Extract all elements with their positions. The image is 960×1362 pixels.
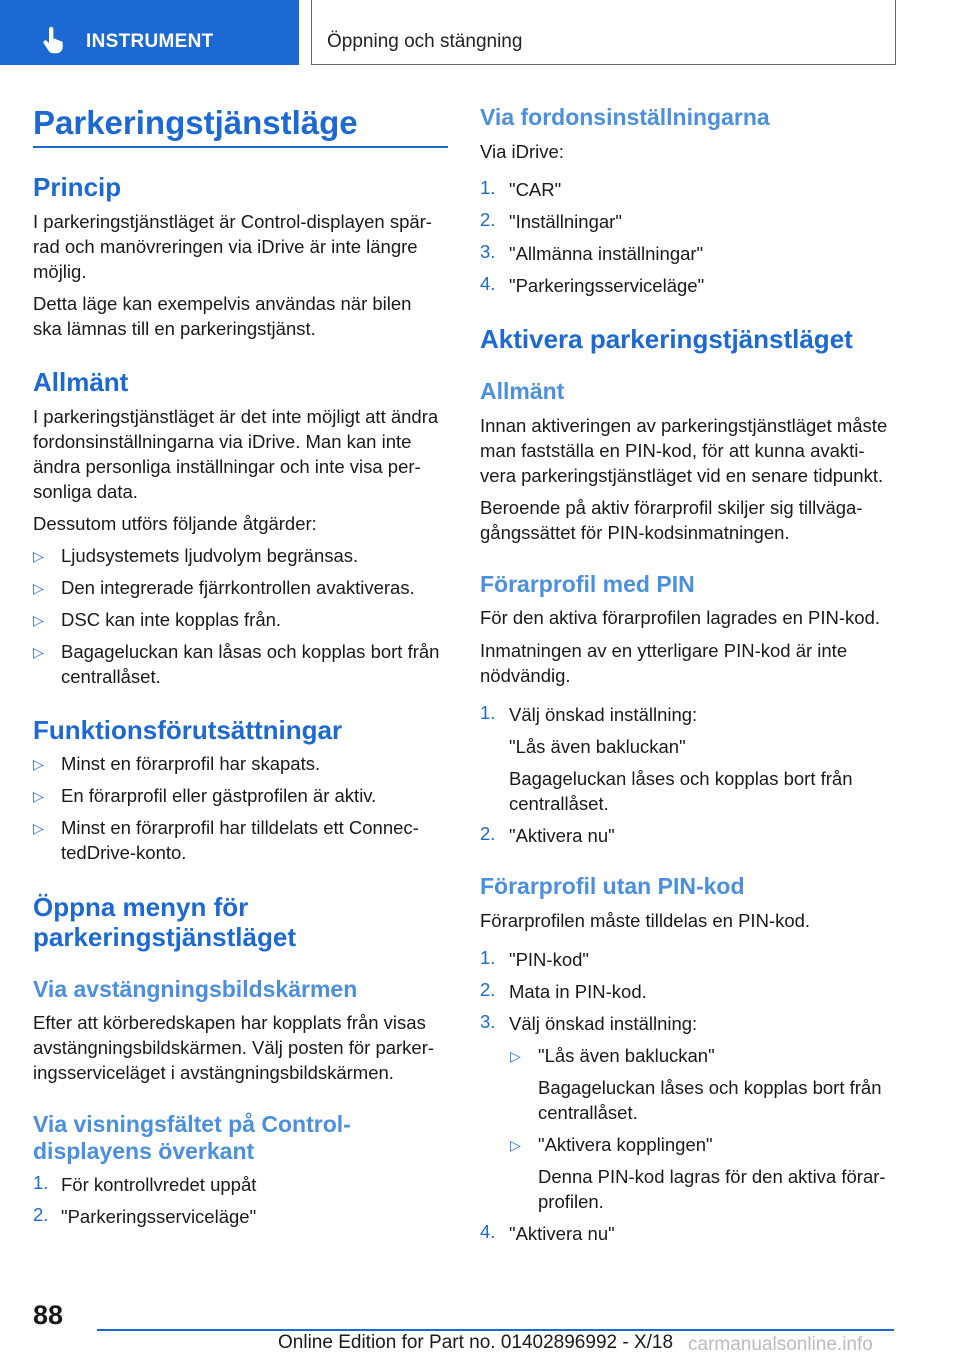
step-text: "Allmänna inställningar" (509, 243, 704, 264)
sub-option: "Lås även bakluckan" (538, 1045, 715, 1066)
princip-paragraph-1: I parkeringstjänstläget är Control-displayen spär- rad och manövreringen via iDrive är inte längre möjlig. (33, 211, 432, 282)
step-description: Bagageluckan låses och kopplas bort från centrallåset. (509, 768, 853, 814)
allmant-paragraph-1: I parkeringstjänstläget är det inte möjligt att ändra fordonsinställningarna via iDrive. Man kan inte ändra personliga inställningar och inte visa per- sonliga data. (33, 406, 439, 502)
section-title: Öppning och stängning (327, 31, 523, 52)
via-idrive-intro: Via iDrive: (480, 141, 564, 162)
allmant-paragraph-2: Dessutom utförs följande åtgärder: (33, 513, 317, 534)
heading-aktivera-parkeringstjanstlaget: Aktivera parkeringstjänstläget (480, 324, 853, 354)
via-avstangning-paragraph: Efter att körberedskapen har kopplats från visas avstängningsbildskärmen. Välj posten för parker- ingsserviceläget i avstängningsbildskärmen. (33, 1012, 435, 1083)
list-item: Minst en förarprofil har tilldelats ett Connec- tedDrive-konto. (61, 817, 419, 863)
chapter-tab-label: INSTRUMENT (86, 31, 214, 52)
step-number: 1. (480, 702, 496, 723)
step-number: 1. (33, 1172, 49, 1193)
sub-option-description: Bagageluckan låses och kopplas bort från centrallåset. (538, 1077, 882, 1123)
aktivera-allmant-paragraph-2: Beroende på aktiv förarprofil skiljer sig tillväga- gångssättet för PIN-kodsinmatningen. (480, 497, 863, 543)
step-text: "Inställningar" (509, 211, 622, 232)
heading-forarprofil-med-pin: Förarprofil med PIN (480, 571, 695, 597)
bullet-triangle-icon: ▷ (33, 580, 44, 596)
list-item: Minst en förarprofil har skapats. (61, 753, 321, 774)
heading-allmant: Allmänt (33, 367, 129, 397)
step-number: 1. (480, 177, 496, 198)
list-item: En förarprofil eller gästprofilen är aktiv. (61, 785, 377, 806)
step-number: 3. (480, 241, 496, 262)
touch-hand-icon (38, 26, 68, 56)
list-item: Bagageluckan kan låsas och kopplas bort från centrallåset. (61, 641, 440, 687)
step-number: 2. (33, 1204, 49, 1225)
bullet-triangle-icon: ▷ (33, 820, 44, 836)
section-header (311, 0, 896, 65)
sub-option: "Aktivera kopplingen" (538, 1134, 713, 1155)
step-text: "Parkeringsserviceläge" (509, 275, 705, 296)
heading-princip: Princip (33, 172, 122, 202)
step-number: 3. (480, 1011, 496, 1032)
step-number: 2. (480, 209, 496, 230)
step-text: "CAR" (509, 179, 562, 200)
bullet-triangle-icon: ▷ (33, 756, 44, 772)
list-item: Ljudsystemets ljudvolym begränsas. (61, 545, 359, 566)
heading-funktionsforutsattningar: Funktionsförutsättningar (33, 715, 343, 745)
bullet-triangle-icon: ▷ (33, 548, 44, 564)
med-pin-paragraph-2: Inmatningen av en ytterligare PIN-kod är inte nödvändig. (480, 640, 848, 686)
step-number: 1. (480, 947, 496, 968)
utan-pin-paragraph: Förarprofilen måste tilldelas en PIN-kod. (480, 910, 811, 931)
heading-oppna-menyn: Öppna menyn för parkeringstjänstläget (33, 892, 296, 952)
princip-paragraph-2: Detta läge kan exempelvis användas när bilen ska lämnas till en parkeringstjänst. (33, 293, 412, 339)
footer-edition: Online Edition for Part no. 01402896992 - X/18 (278, 1332, 674, 1353)
chapter-tab[interactable] (0, 0, 299, 65)
step-number: 4. (480, 273, 496, 294)
bullet-triangle-icon: ▷ (33, 612, 44, 628)
step-text: "Aktivera nu" (509, 1223, 615, 1244)
title-underline (33, 146, 448, 148)
watermark: carmanualsonline.info (688, 1334, 873, 1355)
bullet-triangle-icon: ▷ (33, 788, 44, 804)
sub-option-description: Denna PIN-kod lagras för den aktiva förar- profilen. (538, 1166, 886, 1212)
step-text: Mata in PIN-kod. (509, 981, 647, 1002)
bullet-triangle-icon: ▷ (33, 644, 44, 660)
med-pin-paragraph-1: För den aktiva förarprofilen lagrades en PIN-kod. (480, 607, 881, 628)
step-number: 2. (480, 823, 496, 844)
step-text: Välj önskad inställning: (509, 704, 698, 725)
step-text: "Parkeringsserviceläge" (61, 1206, 257, 1227)
page-number: 88 (33, 1300, 64, 1330)
heading-via-avstangningsbildskarmen: Via avstängningsbildskärmen (33, 976, 358, 1002)
aktivera-allmant-paragraph-1: Innan aktiveringen av parkeringstjänstläget måste man fastställa en PIN-kod, för att kunna avakti- vera parkeringstjänstläget vid en senare tidpunkt. (480, 415, 888, 486)
heading-via-fordonsinstallningarna: Via fordonsinställningarna (480, 104, 770, 130)
step-text: "Aktivera nu" (509, 825, 615, 846)
step-text: För kontrollvredet uppåt (61, 1174, 257, 1195)
list-item: Den integrerade fjärrkontrollen avaktiveras. (61, 577, 415, 598)
heading-allmant-right: Allmänt (480, 378, 565, 404)
page-title: Parkeringstjänstläge (33, 104, 358, 141)
step-number: 2. (480, 979, 496, 1000)
heading-via-visningsfaltet: Via visningsfältet på Control- displayens överkant (33, 1111, 351, 1164)
step-text: Välj önskad inställning: (509, 1013, 698, 1034)
heading-forarprofil-utan-pin: Förarprofil utan PIN-kod (480, 873, 745, 899)
step-text: "PIN-kod" (509, 949, 589, 970)
step-option: "Lås även bakluckan" (509, 736, 686, 757)
list-item: DSC kan inte kopplas från. (61, 609, 282, 630)
step-number: 4. (480, 1221, 496, 1242)
footer-rule (97, 1329, 894, 1331)
bullet-triangle-icon: ▷ (510, 1048, 521, 1064)
bullet-triangle-icon: ▷ (510, 1137, 521, 1153)
